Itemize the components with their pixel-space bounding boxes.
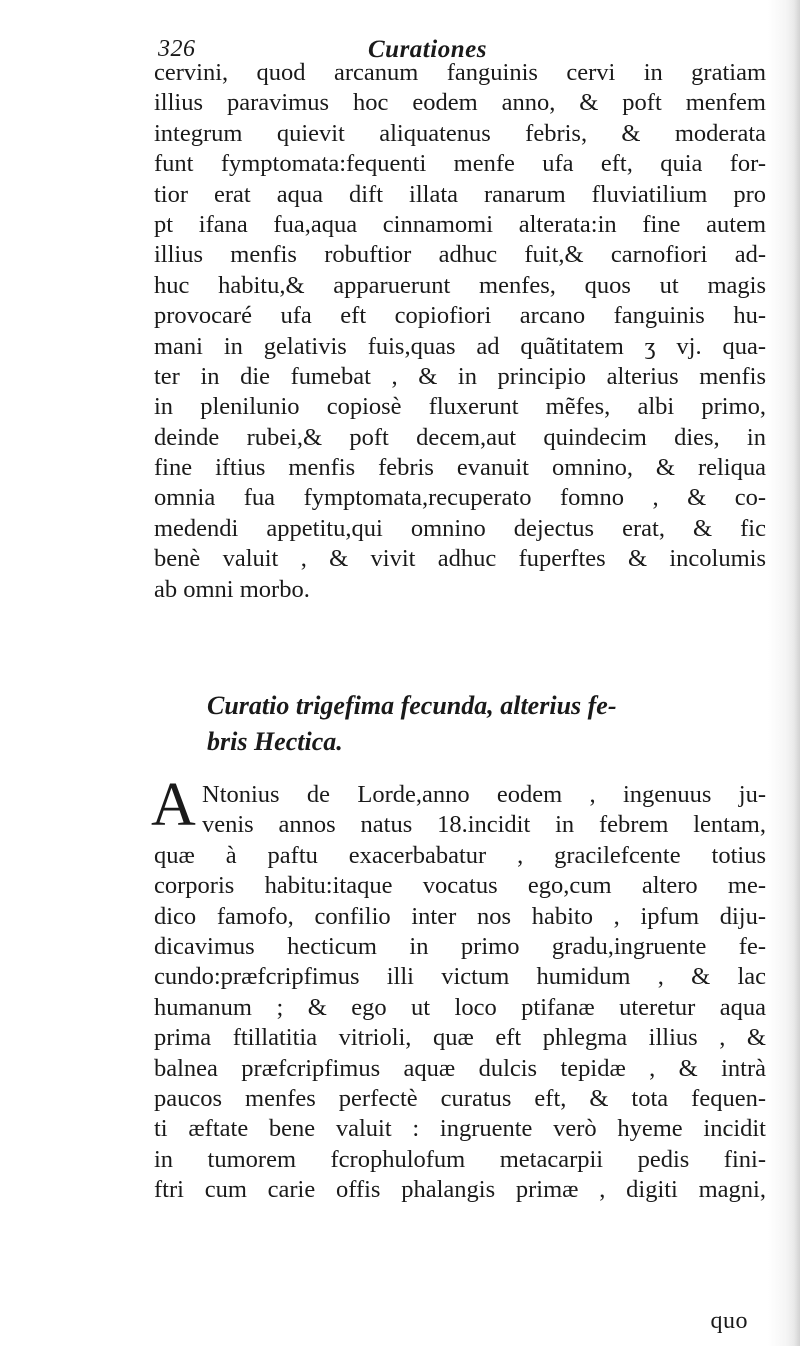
text-line: humanum ; & ego ut loco ptifanæ uteretur aqua (154, 993, 766, 1021)
text-line: in tumorem fcrophulofum metacarpii pedis fini- (154, 1145, 766, 1173)
section-heading-line-2: bris Hectica. (207, 727, 343, 756)
text-line: funt fymptomata:fequenti menfe ufa eft, quia for- (154, 150, 766, 178)
text-line: illius menfis robuftior adhuc fuit,& carnofiori ad- (154, 241, 766, 269)
text-line: integrum quievit aliquatenus febris, & moderata (154, 119, 766, 147)
text-line: benè valuit , & vivit adhuc fuperftes & incolumis (154, 545, 766, 573)
text-line: in plenilunio copiosè fluxerunt mẽfes, albi primo, (154, 393, 766, 421)
text-line: deinde rubei,& poft decem,aut quindecim dies, in (154, 423, 766, 451)
text-line: Ntonius de Lorde,anno eodem , ingenuus ju- (202, 781, 766, 808)
text-line: illius paravimus hoc eodem anno, & poft menfem (154, 89, 766, 117)
text-line: corporis habitu:itaque vocatus ego,cum altero me- (154, 872, 766, 900)
section-heading (207, 688, 747, 760)
text-line: omnia fua fymptomata,recuperato fomno , & co- (154, 484, 766, 512)
text-line: medendi appetitu,qui omnino dejectus erat, & fic (154, 514, 766, 542)
text-line: venis annos natus 18.incidit in febrem lentam, (202, 811, 766, 839)
section-heading-line-1: Curatio trigefima fecunda, alterius fe- (207, 691, 617, 720)
text-line: tior erat aqua dift illata ranarum fluviatilium pro (154, 180, 766, 208)
text-line: ti æftate bene valuit : ingruente verò hyeme incidit (154, 1115, 766, 1143)
running-title: Curationes (368, 36, 487, 63)
text-line: fine iftius menfis febris evanuit omnino, & reliqua (154, 454, 766, 482)
text-line: ab omni morbo. (154, 575, 310, 603)
text-line: paucos menfes perfectè curatus eft, & tota fequen- (154, 1084, 766, 1112)
page-edge-shadow (786, 0, 800, 1346)
catchword: quo (710, 1308, 748, 1334)
text-line: mani in gelativis fuis,quas ad quãtitatem ʒ vj. qua- (154, 332, 766, 360)
text-line: pt ifana fua,aqua cinnamomi alterata:in fine autem (154, 210, 766, 238)
text-line: dicavimus hecticum in primo gradu,ingruente fe- (154, 932, 766, 960)
text-line: cundo:præfcripfimus illi victum humidum , & lac (154, 963, 766, 991)
text-line: quæ à paftu exacerbabatur , gracilefcente totius (154, 841, 766, 869)
text-line: ter in die fumebat , & in principio alterius menfis (154, 362, 766, 390)
paragraph-1 (154, 58, 766, 605)
text-line: ftri cum carie offis phalangis primæ , digiti magni, (154, 1176, 766, 1204)
text-line: balnea præfcripfimus aquæ dulcis tepidæ , & intrà (154, 1054, 766, 1082)
text-line: cervini, quod arcanum fanguinis cervi in gratiam (154, 59, 766, 86)
text-line: huc habitu,& apparuerunt menfes, quos ut magis (154, 271, 766, 299)
paragraph-2 (154, 780, 766, 1205)
drop-cap: A (151, 771, 196, 839)
text-line: prima ftillatitia vitrioli, quæ eft phlegma illius , & (154, 1024, 766, 1052)
page-number: 326 (158, 36, 196, 62)
text-line: provocaré ufa eft copiofiori arcano fanguinis hu- (154, 302, 766, 330)
text-line: dico famofo, confilio inter nos habito , ipfum diju- (154, 902, 766, 930)
